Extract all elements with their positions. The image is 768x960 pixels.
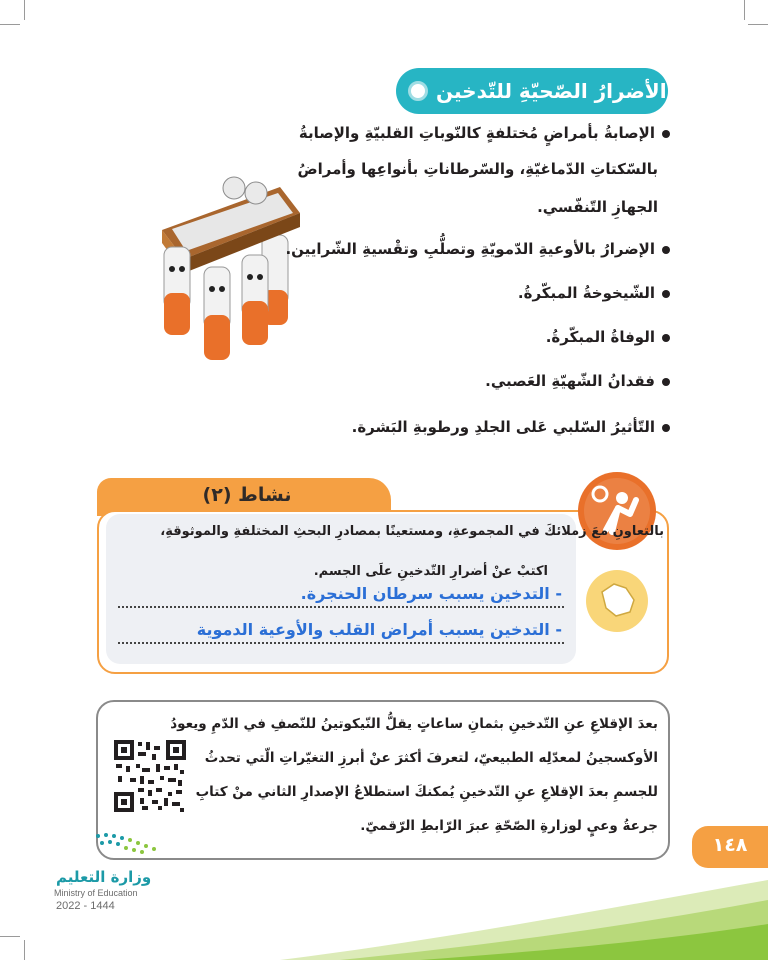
bullet-dot [662,424,670,432]
cigarette-figure [242,255,268,345]
info-text-line: جرعةُ وعيٍ لوزارةِ الصّحّةِ عبرَ الرّابطِ الرّقميّ. [360,818,658,834]
section-title: بعضُ الأضرارُ الصّحيّةِ للتّدخين [436,79,720,103]
harm-item-continued: بالسّكتاتِ الدّماغيّةِ، والسّرطاناتِ بأنواعِها وأمراضُ [297,160,658,178]
cigarette-figure [164,247,190,335]
activity-title: نشاط (٢) [202,484,292,506]
activity-answer[interactable]: - التدخين يسبب أمراض القلب والأوعية الدموية [196,620,562,639]
map-shape [586,570,648,632]
title-bullet-icon [408,81,428,101]
page-number: ١٤٨ [712,834,748,856]
harm-item: التّأثيرُ السّلبي عَلى الجلدِ ورطوبةِ البَشرة. [352,418,670,436]
harm-item: الإضرارُ بالأوعيةِ الدّمويّةِ وتصلُّبِ وتقْسيةِ الشّرايين. [285,240,670,258]
ministry-logo [92,830,162,860]
crop-mark [748,24,768,25]
activity-person-icon [576,470,658,552]
info-text-line: الأوكسجينُ لمعدّلِه الطبيعيّ، لتعرفَ أكثرَ عنْ أبرزِ التغيّراتِ الّتي تحدثُ [204,750,658,766]
cigarettes-coffin-illustration [150,175,350,375]
edition-year: 2022 - 1444 [56,900,115,912]
skull [245,182,267,204]
decorative-waves [280,880,768,960]
info-text-line: للجسمِ بعدَ الإقلاعِ عنِ التّدخينِ يُمكنكَ استطلاعُ الإصدارِ الثاني منْ كتابِ [195,784,658,800]
crop-mark [0,24,20,25]
crop-mark [24,940,25,960]
crop-mark [744,0,745,20]
ministry-name-arabic: وزارة التعليم [56,868,152,886]
bullet-dot [662,130,670,138]
answer-line [118,606,564,608]
activity-answer[interactable]: - التدخين يسبب سرطان الحنجرة. [300,584,562,603]
harm-item: الوفاةُ المبكّرةُ. [546,328,670,346]
answer-line [118,642,564,644]
crop-mark [24,0,25,20]
qr-code[interactable] [112,738,188,814]
ministry-name-english: Ministry of Education [54,888,138,898]
saudi-map-icon [586,570,648,632]
crop-mark [0,936,20,937]
cigarette-figure [204,267,230,360]
harm-item-continued: الجهازِ التّنفّسي. [537,198,658,216]
harm-item: الشّيخوخةُ المبكّرةُ. [518,284,670,302]
harm-item: الإصابةُ بأمراضٍ مُختلفةٍ كالنّوباتِ القلبيّةِ والإصابةُ [299,124,670,142]
info-text-line: بعدَ الإقلاعِ عنِ التّدخينِ بثمانِ ساعاتٍ يقلُّ النّيكوتينُ للنّصفِ في الدّمِ ويعودُ [170,716,658,732]
section-title-pill [396,68,720,114]
activity-instruction: اكتبْ عنْ أضرارِ التّدخينِ علَى الجسم. [313,564,548,579]
skull [223,177,245,199]
bullet-dot [662,246,670,254]
harm-item: فقدانُ الشّهيّةِ العَصبي. [485,372,670,390]
bullet-dot [662,334,670,342]
bullet-dot [662,290,670,298]
activity-instruction: بالتعاونِ معَ زملائكَ في المجموعةِ، ومستعينًا بمصادرِ البحثِ المختلفةِ والموثوقةِ، [160,524,664,539]
bullet-dot [662,378,670,386]
